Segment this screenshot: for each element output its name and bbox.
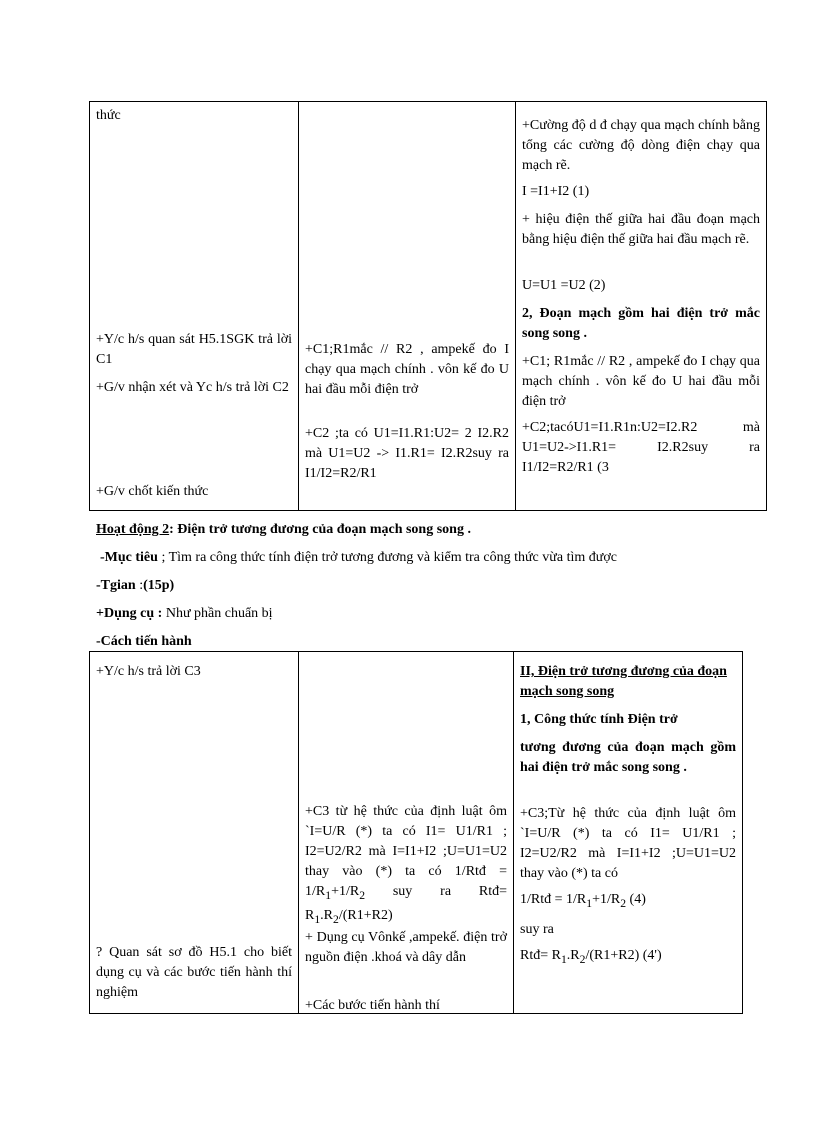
table-1 [89, 101, 767, 511]
formula-1 [520, 890, 646, 914]
subscript: 1 [314, 912, 321, 926]
formula-text: +1/R [592, 892, 621, 907]
text-cell: I =I1+I2 (1) [522, 184, 590, 199]
text-cell: +Các bước tiến hành thí [305, 998, 440, 1013]
text-cell: +G/v chốt kiến thức [96, 484, 209, 499]
text-cell: suy ra [520, 922, 554, 937]
c3-text: +1/R [331, 884, 360, 899]
formula-text: Rtđ= R [520, 948, 561, 963]
c3-text: suy ra Rtđ= R [305, 884, 507, 923]
text-cell: +C2;tacóU1=I1.R1n:U2=I2.R2 mà U1=U2->I1.R1= I2.R2suy ra I1/I2=R2/R1 (3 [522, 420, 760, 475]
text-cell: +Y/c h/s quan sát H5.1SGK trả lời C1 [96, 332, 292, 367]
section-title: II, Điện trở tương đương của đoạn mạch song song [520, 664, 727, 699]
time-value: (15p) [143, 578, 175, 593]
subscript: 1 [586, 896, 593, 910]
formula-text: .R [566, 948, 580, 963]
table1-col2 [299, 102, 516, 511]
formula-2 [520, 946, 662, 970]
text-cell: +C1; R1mắc // R2 , ampekế đo I chạy qua mạch chính . vôn kế đo U hai đầu mỗi điện trở [522, 354, 760, 409]
goal-label: -Mục tiêu [100, 550, 158, 565]
subscript: 2 [620, 896, 627, 910]
text-cell: +C2 ;ta có U1=I1.R1:U2= 2 I2.R2 mà U1=U2 -> I1.R1= I2.R2suy ra I1/I2=R2/R1 [305, 426, 509, 481]
formula-text: (4) [626, 892, 646, 907]
time-line [96, 576, 174, 596]
formula-text: 1/Rtđ = 1/R [520, 892, 587, 907]
text-cell: +Cường độ d đ chạy qua mạch chính bằng tổng các cường độ dòng điện chạy qua mạch rẽ. [522, 118, 760, 173]
subscript: 1 [325, 888, 332, 902]
table2-col3 [514, 652, 743, 1014]
subscript: 2 [359, 888, 366, 902]
text-cell: U=U1 =U2 (2) [522, 278, 606, 293]
text-cell: 2, Đoạn mạch gồm hai điện trở mắc song song . [522, 306, 760, 341]
table2-col1 [90, 652, 299, 1014]
text-cell: ? Quan sát sơ đồ H5.1 cho biết dụng cụ và các bước tiến hành thí nghiệm [96, 945, 292, 1000]
text-cell: +G/v nhận xét và Yc h/s trả lời C2 [96, 380, 289, 395]
text-cell: +Y/c h/s trả lời C3 [96, 664, 201, 679]
text-cell: + hiệu điện thế giữa hai đầu đoạn mạch bằng hiệu điện thế giữa hai đầu mạch rẽ. [522, 212, 760, 247]
c3-text: /(R1+R2) [338, 907, 393, 923]
c3-text: .R [320, 907, 334, 923]
text-cell: + Dụng cụ Vônkế ,ampekế. điện trở nguồn điện .khoá và dây dẫn [305, 930, 507, 965]
section-subtitle: tương đương của đoạn mạch gồm hai điện trở mắc song song . [520, 740, 736, 775]
text-cell: +C1;R1mắc // R2 , ampekế đo I chạy qua mạch chính . vôn kế đo U hai đầu mỗi điện trở [305, 342, 509, 397]
table2-col2 [299, 652, 514, 1014]
goal-text: ; Tìm ra công thức tính điện trở tương đương và kiểm tra công thức vừa tìm được [157, 550, 617, 565]
c3-text: +C3 từ hệ thức của định luật ôm `I=U/R (*) ta có I1= U1/R1 ; I2=U2/R2 mà I=I1+I2 ;U=U1=U2 thay vào (*) ta có 1/Rtđ = 1/R [305, 804, 507, 899]
table1-col1 [90, 102, 299, 511]
formula-text: /(R1+R2) (4') [585, 948, 662, 963]
tools-line [96, 604, 273, 624]
method-line: -Cách tiến hành [96, 634, 192, 649]
tools-label: +Dụng cụ : [96, 606, 163, 621]
text-cell [305, 802, 507, 930]
activity-title-label: Hoạt động 2 [96, 522, 170, 537]
time-label: -Tgian [96, 578, 136, 593]
table-2 [89, 651, 743, 1014]
tools-text: Như phần chuẩn bị [162, 606, 273, 621]
section-subtitle: 1, Công thức tính Điện trở [520, 712, 678, 727]
text-cell: +C3;Từ hệ thức của định luật ôm `I=U/R (*) ta có I1= U1/R1 ; I2=U2/R2 mà I=I1+I2 ;U=U1=U2 thay vào (*) ta có [520, 806, 736, 881]
table1-col3 [516, 102, 767, 511]
subscript: 2 [333, 912, 339, 926]
goal-line [100, 548, 617, 568]
subscript: 2 [579, 952, 586, 966]
activity-title [96, 520, 471, 540]
text-cell: thức [96, 108, 121, 123]
activity-title-text: : Điện trở tương đương của đoạn mạch song song . [169, 522, 471, 537]
subscript: 1 [560, 952, 567, 966]
time-sep: : [135, 578, 144, 593]
